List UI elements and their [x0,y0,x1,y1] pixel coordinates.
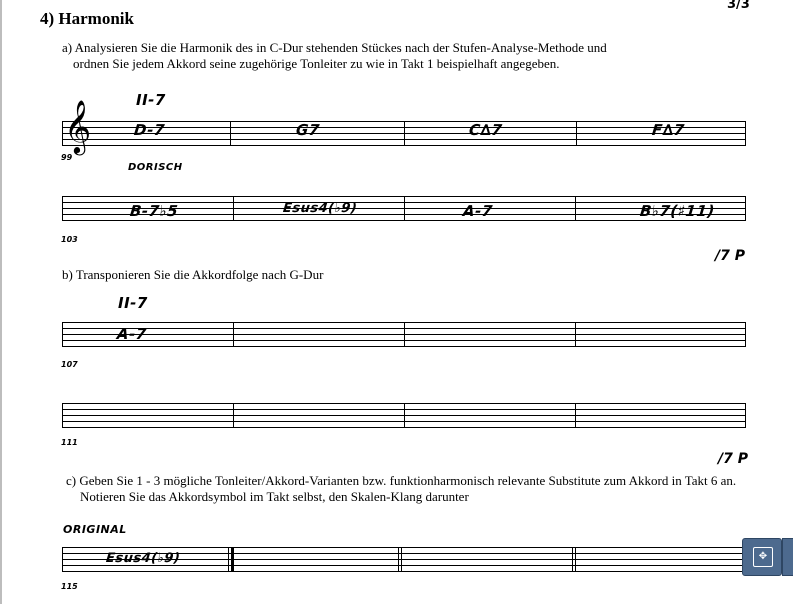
staff-row-3 [62,322,746,346]
original-label: ORIGINAL [63,523,127,536]
expand-button[interactable] [742,538,782,576]
page-edge [0,0,2,604]
chord-7: A-7 [462,202,494,220]
measure-number: 99 [61,153,73,162]
chord-5: B-7♭5 [129,202,180,220]
measure-number: 115 [61,582,78,591]
chord-2: G7 [295,121,321,139]
measure-number: 103 [61,235,78,244]
chord-3: C∆7 [468,121,504,139]
measure-number: 111 [61,438,78,447]
task-b-line1: b) Transponieren Sie die Akkordfolge nach G-Dur [62,267,324,282]
staff-row-4 [62,403,746,427]
chord-original: Esus4(♭9) [105,551,182,566]
widget-edge [782,538,793,576]
measure-number: 107 [61,360,78,369]
page-number: 3/3 [727,0,750,12]
chord-8: B♭7(♯11) [639,202,716,220]
roman-numeral-example: II-7 [136,91,166,109]
scale-example: DORISCH [128,162,183,173]
chord-4: F∆7 [651,121,686,139]
chord-6: Esus4(♭9) [282,201,359,216]
section-title: 4) Harmonik [40,9,134,28]
task-a-line1: a) Analysieren Sie die Harmonik des in C-Dur stehenden Stückes nach der Stufen-Analyse-Methode und [62,40,607,55]
task-a-line2: ordnen Sie jedem Akkord seine zugehörige Tonleiter zu wie in Takt 1 beispielhaft angegeben. [73,56,560,71]
roman-numeral-example: II-7 [118,294,148,312]
treble-clef-icon: 𝄞 [64,99,92,153]
points-b: /7 P [718,451,748,467]
chord-transposed-1: A-7 [116,325,148,343]
task-c-line1: c) Geben Sie 1 - 3 mögliche Tonleiter/Akkord-Varianten bzw. funktionharmonisch relevante Substitute zum Akkord in Takt 6 an. [66,473,737,488]
points-a: /7 P [715,248,745,264]
task-c-line2: Notieren Sie das Akkordsymbol im Takt selbst, den Skalen-Klang darunter [80,489,469,504]
chord-1: D-7 [133,121,166,139]
expand-arrows-icon: ✥ [758,551,768,562]
